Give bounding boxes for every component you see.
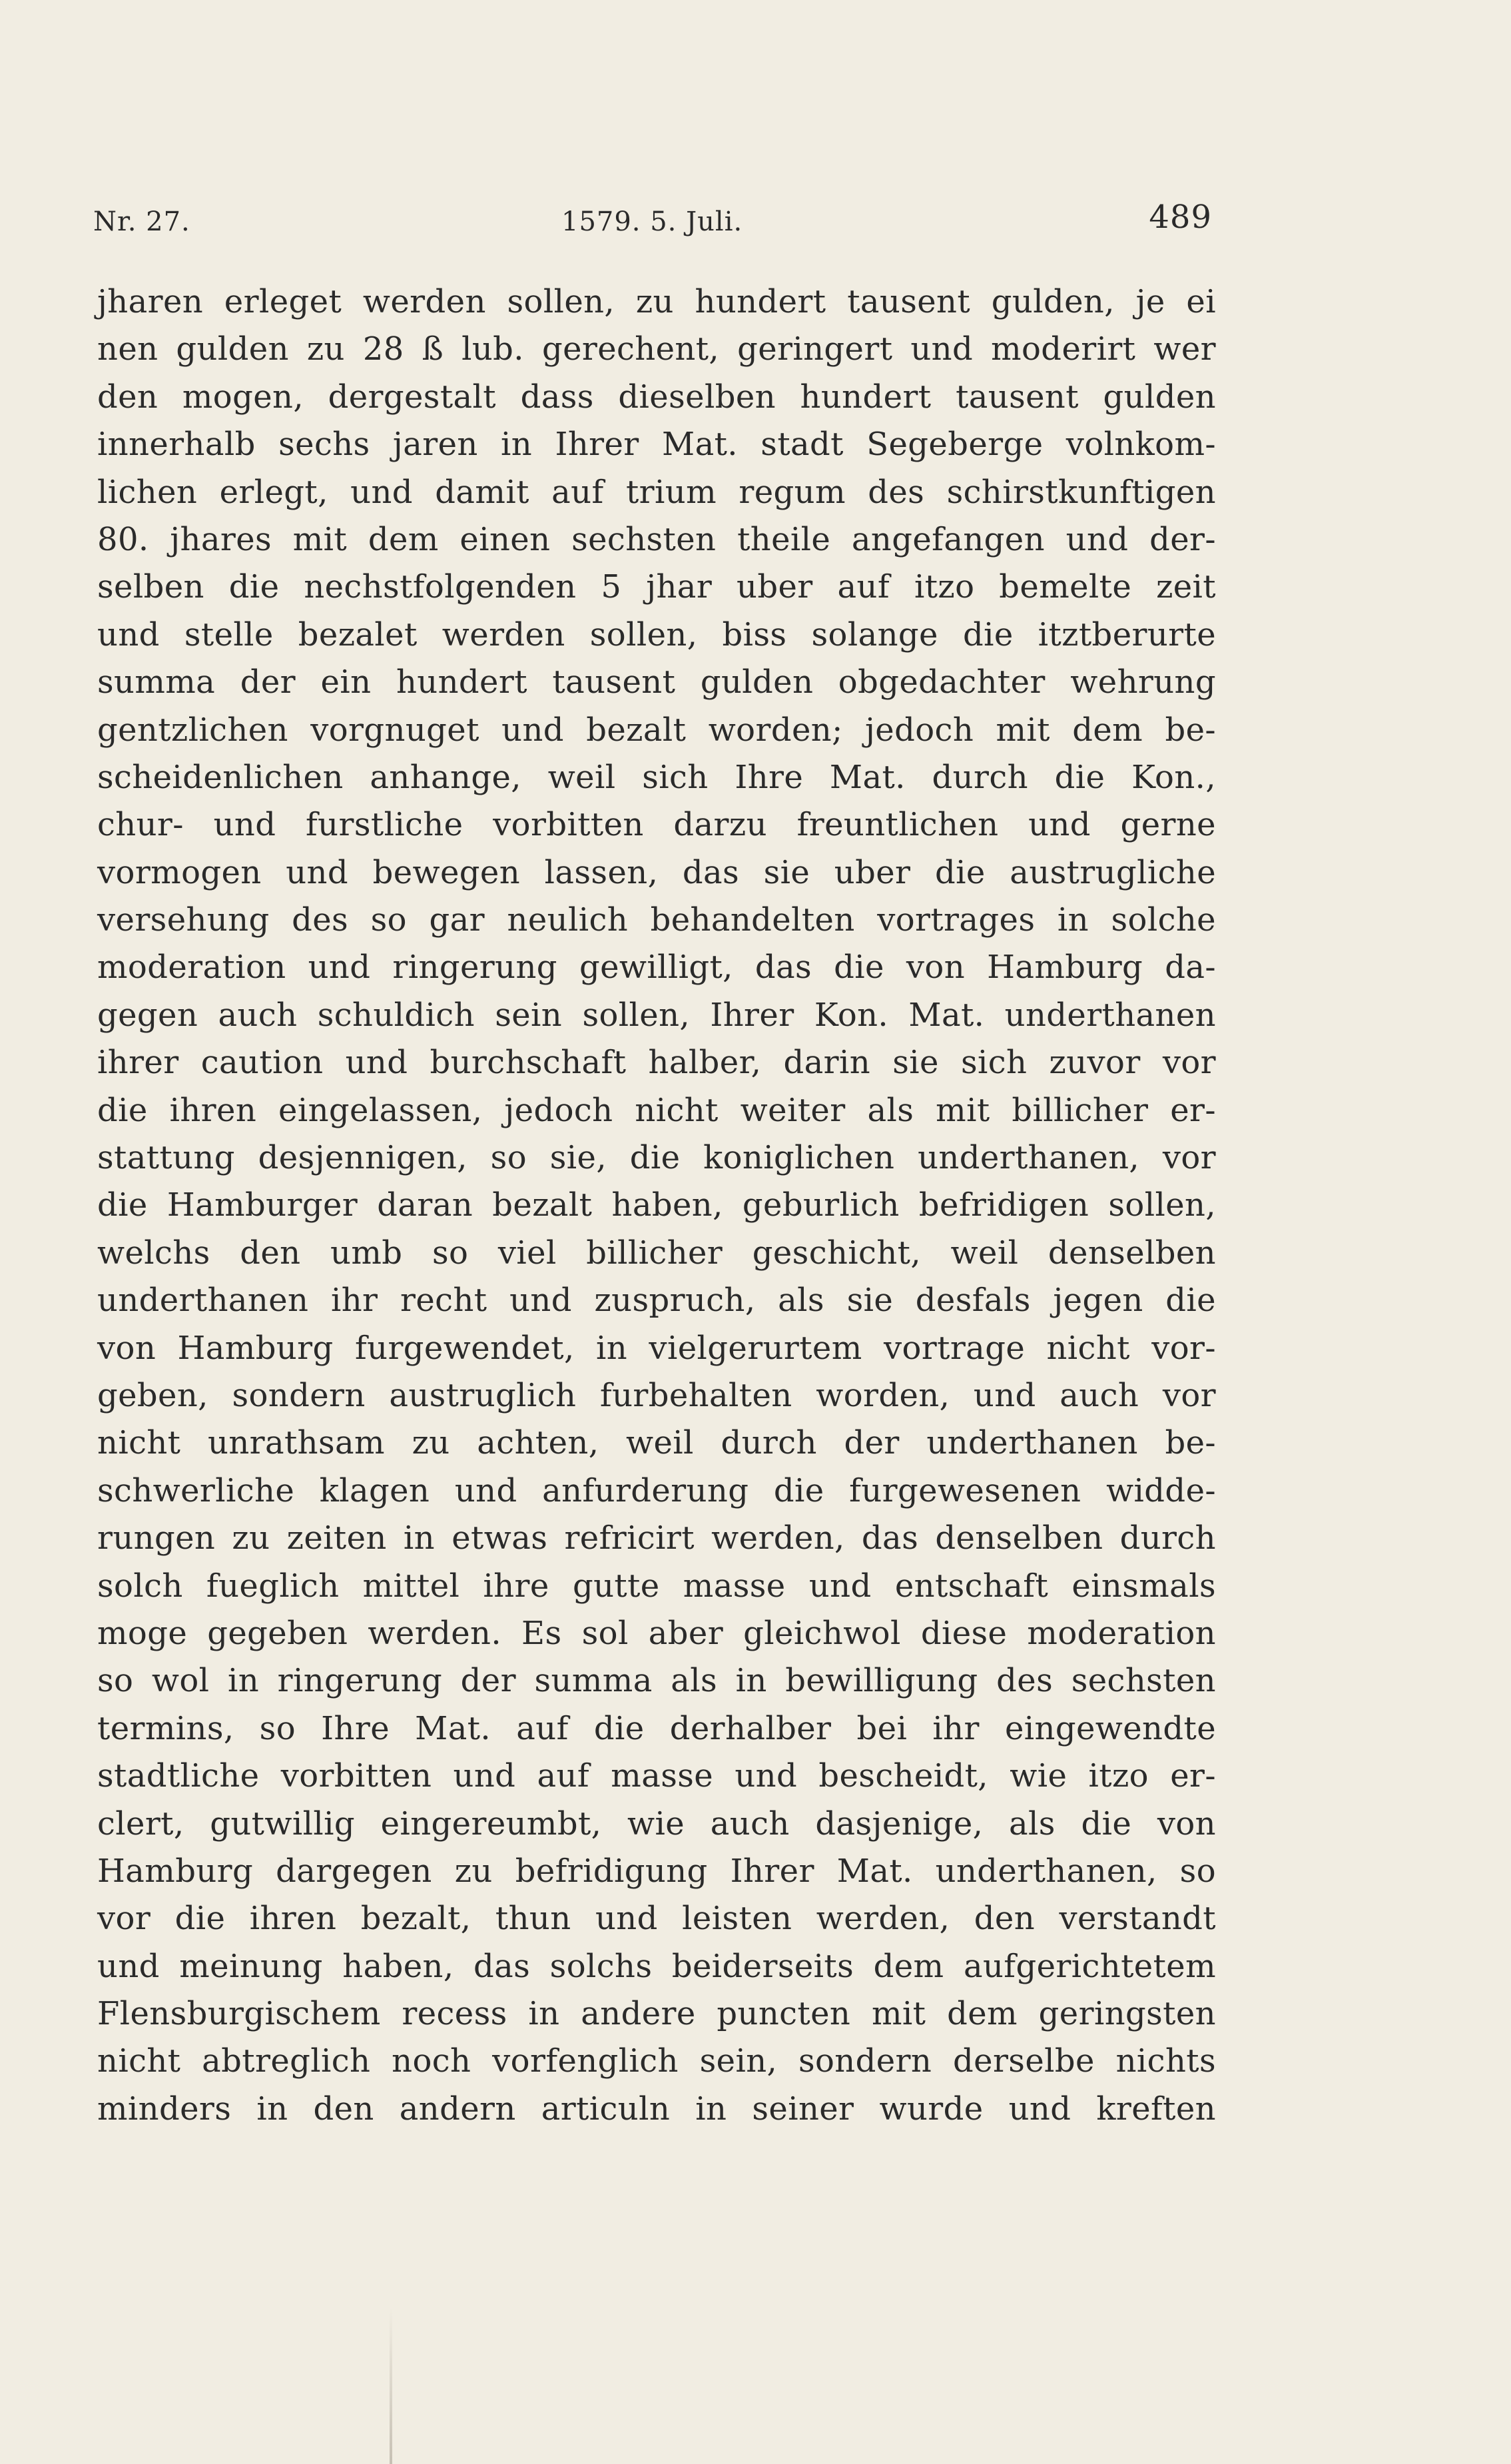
text-line: clert, gutwillig eingereumbt, wie auch dasjenige, als die von: [97, 1805, 1216, 1843]
text-line: gentzlichen vorgnuget und bezalt worden; jedoch mit dem be-: [97, 711, 1216, 749]
text-line: rungen zu zeiten in etwas refricirt werden, das denselben durch: [97, 1519, 1216, 1557]
text-line: innerhalb sechs jaren in Ihrer Mat. stadt Segeberge volnkom-: [97, 426, 1216, 464]
text-line: und stelle bezalet werden sollen, biss solange die itztberurte: [97, 616, 1216, 653]
document-number: Nr. 27.: [93, 206, 190, 237]
text-line: summa der ein hundert tausent gulden obgedachter wehrung: [97, 663, 1216, 701]
text-line: solch fueglich mittel ihre gutte masse und entschaft einsmals: [97, 1567, 1216, 1605]
body-text: [97, 278, 1216, 2133]
text-line: lichen erlegt, und damit auf trium regum des schirstkunftigen: [97, 473, 1216, 511]
text-line: termins, so Ihre Mat. auf die derhalber bei ihr eingewendte: [97, 1709, 1216, 1747]
text-line: den mogen, dergestalt dass dieselben hundert tausent gulden: [97, 378, 1216, 416]
text-line: stattung desjennigen, so sie, die koniglichen underthanen, vor: [97, 1139, 1216, 1177]
text-line: stadtliche vorbitten und auf masse und bescheidt, wie itzo er-: [97, 1757, 1216, 1795]
text-line: versehung des so gar neulich behandelten vortrages in solche: [97, 901, 1216, 939]
text-line: 80. jhares mit dem einen sechsten theile angefangen und der-: [97, 520, 1216, 558]
page-fold-mark: [390, 2308, 392, 2464]
page-header: [93, 199, 1212, 245]
text-line: scheidenlichen anhange, weil sich Ihre Mat. durch die Kon.,: [97, 758, 1216, 796]
text-line: nen gulden zu 28 ß lub. gerechent, geringert und moderirt wer: [97, 330, 1216, 368]
text-line: selben die nechstfolgenden 5 jhar uber auf itzo bemelte zeit: [97, 568, 1216, 606]
text-line: so wol in ringerung der summa als in bewilligung des sechsten: [97, 1662, 1216, 1700]
text-line: Hamburg dargegen zu befridigung Ihrer Mat. underthanen, so: [97, 1852, 1216, 1890]
text-line: von Hamburg furgewendet, in vielgerurtem vortrage nicht vor-: [97, 1329, 1216, 1367]
text-line: welchs den umb so viel billicher geschicht, weil denselben: [97, 1234, 1216, 1272]
text-line: moge gegeben werden. Es sol aber gleichwol diese moderation: [97, 1614, 1216, 1652]
text-line: nicht unrathsam zu achten, weil durch der underthanen be-: [97, 1424, 1216, 1462]
text-line: underthanen ihr recht und zuspruch, als sie desfals jegen die: [97, 1282, 1216, 1320]
text-line: und meinung haben, das solchs beiderseits dem aufgerichtetem: [97, 1947, 1216, 1985]
document-date: 1579. 5. Juli.: [561, 206, 743, 237]
text-line: die ihren eingelassen, jedoch nicht weiter als mit billicher er-: [97, 1091, 1216, 1129]
text-line: die Hamburger daran bezalt haben, geburlich befridigen sollen,: [97, 1186, 1216, 1224]
text-line: moderation und ringerung gewilligt, das die von Hamburg da-: [97, 949, 1216, 987]
text-line: chur- und furstliche vorbitten darzu freuntlichen und gerne: [97, 806, 1216, 844]
text-line: ihrer caution und burchschaft halber, darin sie sich zuvor vor: [97, 1044, 1216, 1082]
text-line: vormogen und bewegen lassen, das sie uber die austrugliche: [97, 853, 1216, 891]
text-line: gegen auch schuldich sein sollen, Ihrer Kon. Mat. underthanen: [97, 996, 1216, 1034]
text-line: Flensburgischem recess in andere puncten mit dem geringsten: [97, 1995, 1216, 2033]
text-line: jharen erleget werden sollen, zu hundert tausent gulden, je ei: [97, 283, 1216, 320]
text-line: geben, sondern austruglich furbehalten worden, und auch vor: [97, 1376, 1216, 1414]
text-line: minders in den andern articuln in seiner wurde und kreften: [97, 2090, 1216, 2128]
text-line: nicht abtreglich noch vorfenglich sein, sondern derselbe nichts: [97, 2042, 1216, 2080]
text-line: vor die ihren bezalt, thun und leisten werden, den verstandt: [97, 1900, 1216, 1938]
page-number: 489: [1149, 199, 1212, 236]
text-line: schwerliche klagen und anfurderung die furgewesenen widde-: [97, 1471, 1216, 1509]
